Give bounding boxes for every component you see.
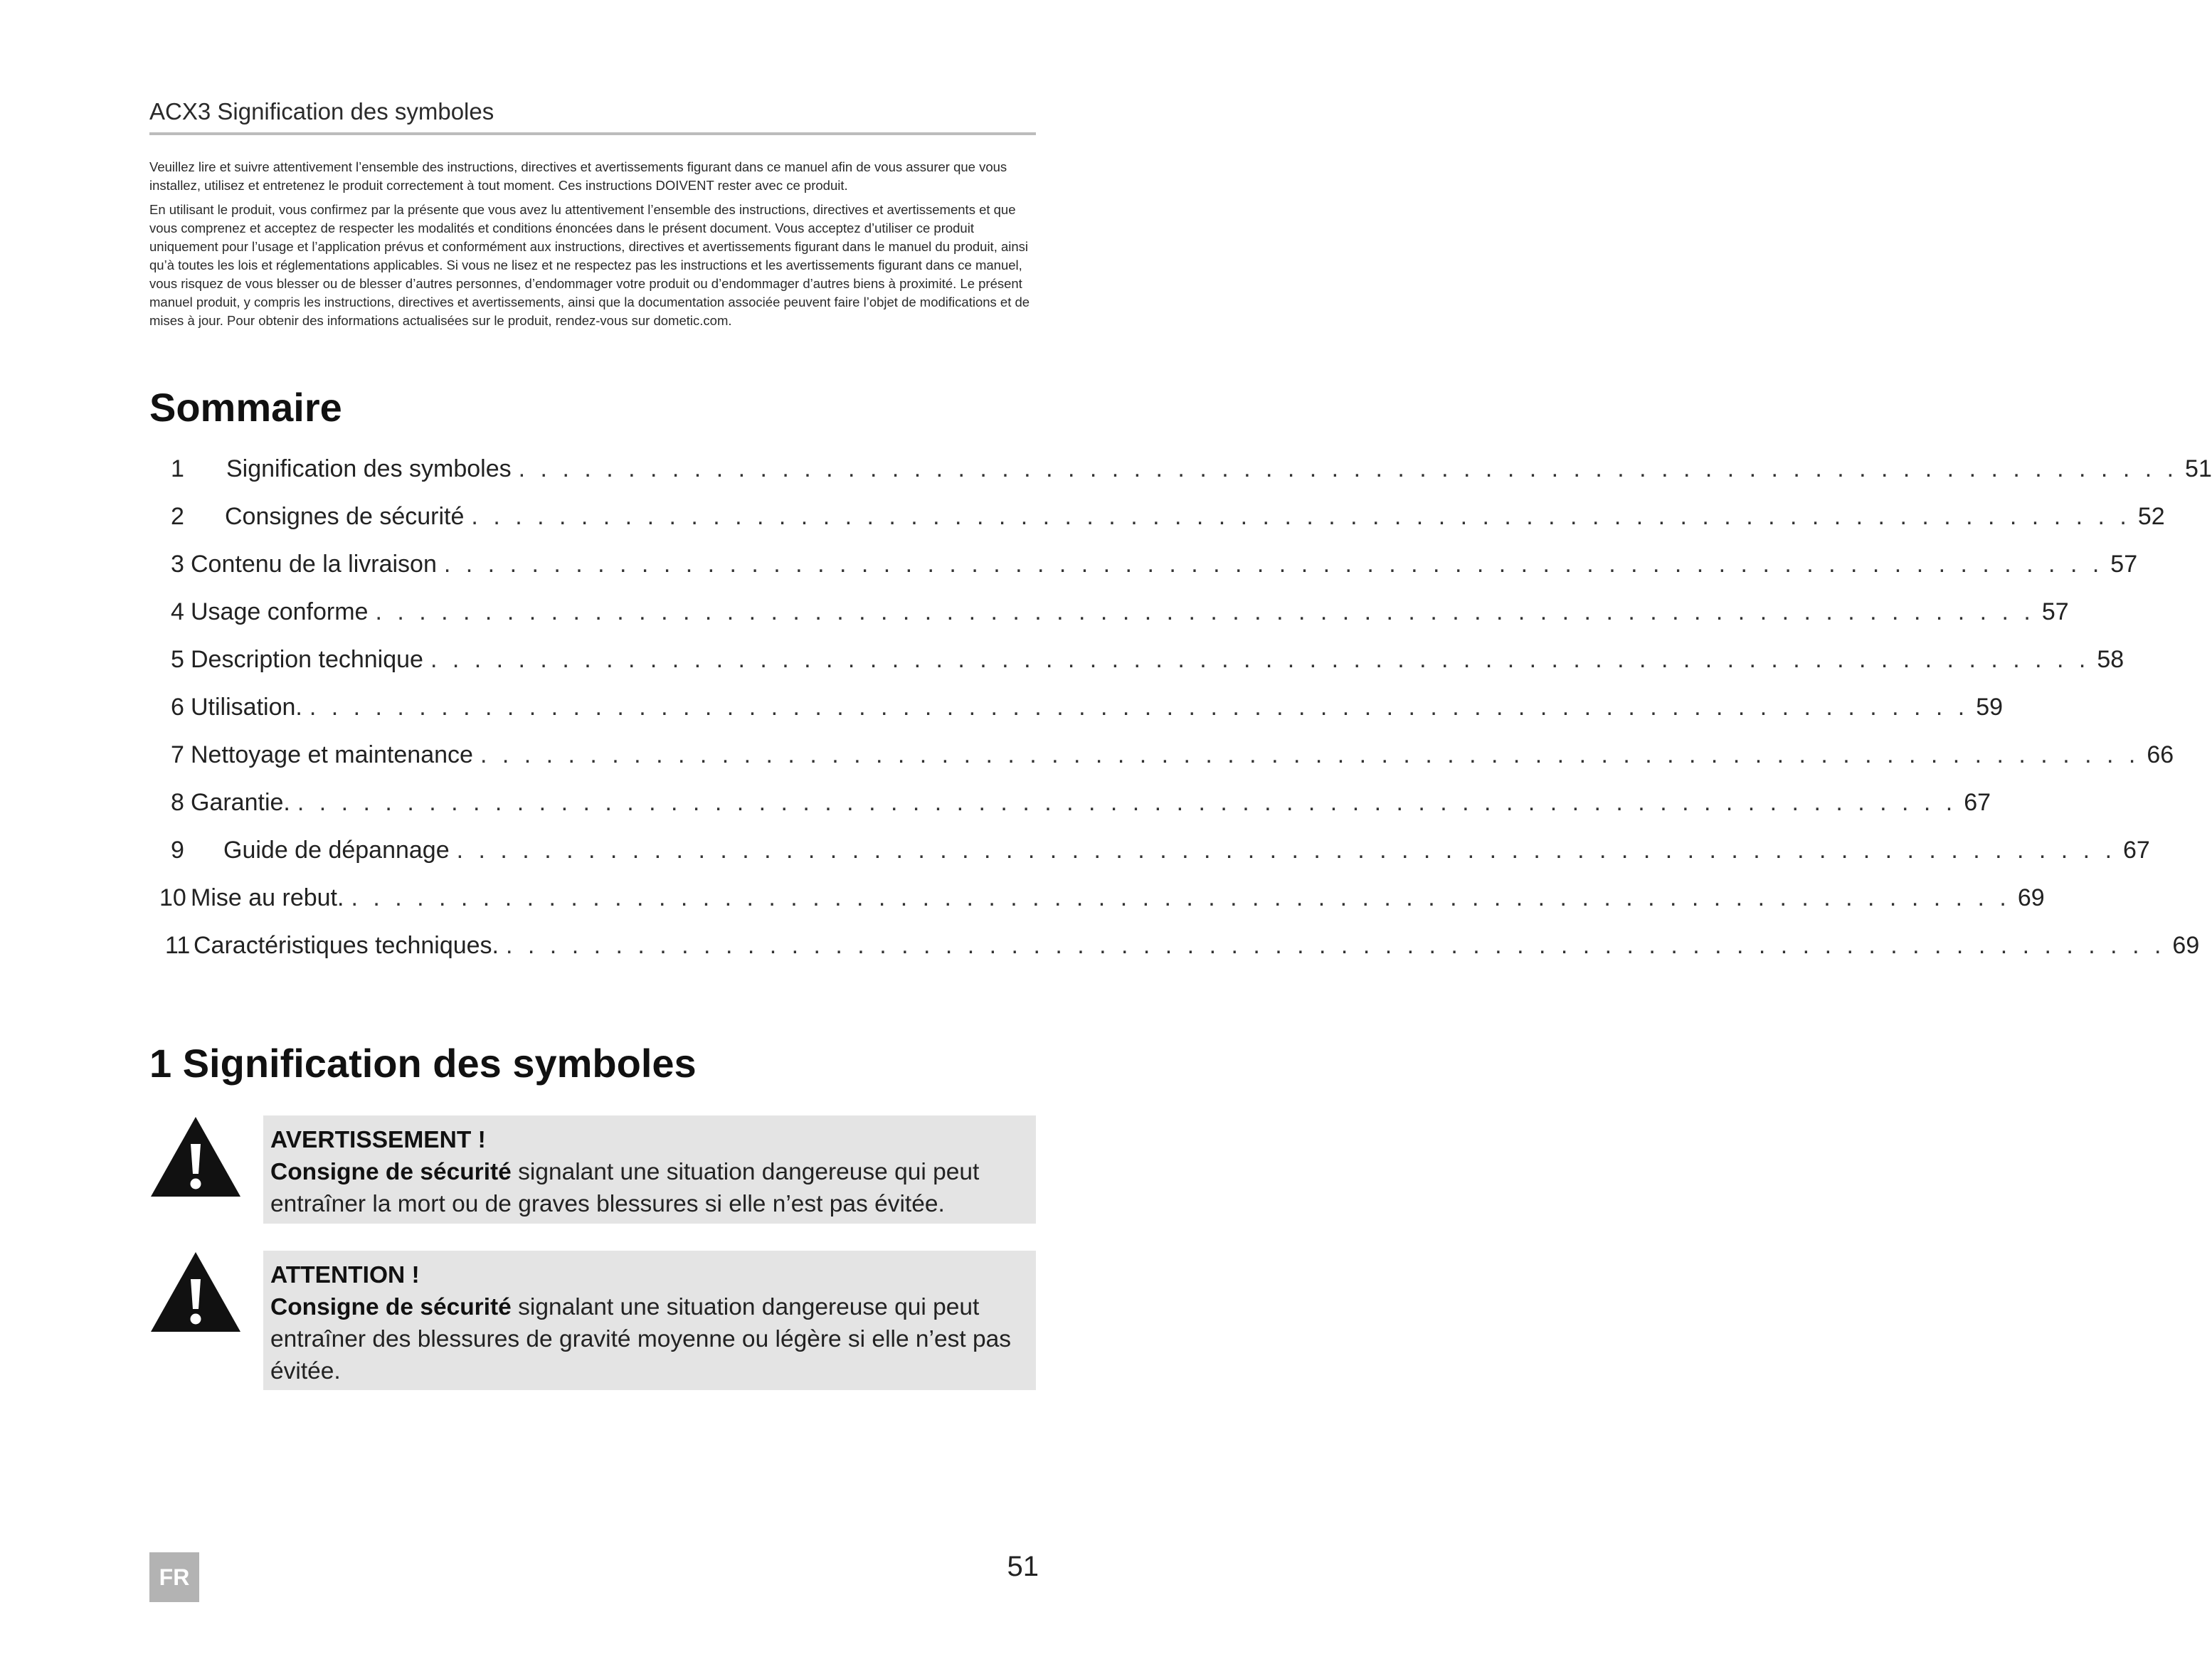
toc-item-label: Utilisation. xyxy=(191,694,302,721)
toc-item-number: 5 xyxy=(171,646,184,673)
intro-paragraph-2: En utilisant le produit, vous confirmez par la présente que vous avez lu attentivement l’ensemble des instructions, directives et avertissements et que vous comprenez et acceptez de respecter les modalités et conditions énoncées dans le présent document. Vous acceptez d’utiliser ce produit uniquement pour l’usage et l’application prévus et conformément aux instructions, directives et avertissements figurant dans le manuel du produit, ainsi qu’à toutes les lois et réglementations applicables. Si vous ne lisez et ne respectez pas les instructions et les avertissements figurant dans ce manuel, vous risquez de vous blesser ou de blesser d’autres personnes, d’endommager votre produit ou d’endommager d’autres biens à proximité. Le présent manuel produit, y compris les instructions, directives et avertissements, ainsi que la documentation associée peuvent faire l’objet de modifications et de mises à jour. Pour obtenir des informations actualisées sur le produit, rendez-vous sur dometic.com. xyxy=(149,202,1030,328)
notice-heading: AVERTISSEMENT ! xyxy=(270,1127,486,1153)
toc-item-10[interactable] xyxy=(159,884,2045,918)
toc-item-number: 2 xyxy=(171,503,184,530)
caution-notice xyxy=(263,1251,1036,1390)
toc-item-page: 57 xyxy=(2110,551,2138,578)
toc-item-label: Guide de dépannage xyxy=(223,837,450,864)
toc-item-page: 51 xyxy=(2185,455,2212,482)
toc-item-9[interactable] xyxy=(171,837,2150,871)
toc-item-number: 1 xyxy=(171,455,184,482)
toc-item-page: 69 xyxy=(2172,932,2200,959)
toc-item-label: Caractéristiques techniques. xyxy=(194,932,499,959)
warning-triangle-svg xyxy=(149,1251,242,1333)
toc-item-2[interactable] xyxy=(171,503,2165,537)
toc-item-8[interactable] xyxy=(171,789,1991,823)
exclamation-dot xyxy=(191,1179,201,1189)
toc-item-1[interactable] xyxy=(171,455,2212,489)
toc-item-leader: . . . . . . . . . . . . . . . . . . . . . . . . . . . . . . . . . . . . . . . . . . . . . . . . . . . . . . . . . . . . . . . . . . . . . . . . . . . . xyxy=(297,789,1957,816)
toc-item-page: 67 xyxy=(1964,789,1991,816)
warning-triangle-icon xyxy=(149,1251,242,1333)
exclamation-dot xyxy=(191,1314,201,1325)
toc-item-number: 9 xyxy=(171,837,184,864)
toc-item-page: 66 xyxy=(2147,741,2174,768)
toc-item-label: Mise au rebut. xyxy=(191,884,344,911)
toc-item-number: 8 xyxy=(171,789,184,816)
notice-text: signalant une situation dangereuse qui peut entraîner la mort ou de graves blessures si elle n’est pas évitée. xyxy=(270,1159,980,1217)
toc-item-label: Contenu de la livraison xyxy=(191,551,437,578)
toc-item-leader: . . . . . . . . . . . . . . . . . . . . . . . . . . . . . . . . . . . . . . . . . . . . . . . . . . . . . . . . . . . . . . . . . . . . . . . . . . . . xyxy=(456,837,2117,864)
toc-item-page: 59 xyxy=(1976,694,2004,721)
toc-item-6[interactable] xyxy=(171,694,2004,728)
notice-heading: ATTENTION ! xyxy=(270,1262,420,1288)
section-title: 1 Signification des symboles xyxy=(149,1041,697,1086)
toc-item-page: 57 xyxy=(2041,598,2069,625)
notice-strong: Consigne de sécurité xyxy=(270,1294,512,1320)
toc-item-leader: . . . . . . . . . . . . . . . . . . . . . . . . . . . . . . . . . . . . . . . . . . . . . . . . . . . . . . . . . . . . . . . . . . . . . . . . . . . . xyxy=(471,503,2131,530)
toc-item-number: 6 xyxy=(171,694,184,721)
toc-item-leader: . . . . . . . . . . . . . . . . . . . . . . . . . . . . . . . . . . . . . . . . . . . . . . . . . . . . . . . . . . . . . . . . . . . . . . . . . . . . xyxy=(480,741,2140,768)
notice-text: signalant une situation dangereuse qui peut entraîner des blessures de gravité moyenne ou légère si elle n’est pas évitée. xyxy=(270,1294,1011,1384)
toc-item-page: 69 xyxy=(2017,884,2045,911)
toc-item-number: 3 xyxy=(171,551,184,578)
language-badge: FR xyxy=(149,1552,199,1602)
toc-item-label: Consignes de sécurité xyxy=(225,503,465,530)
toc-item-page: 58 xyxy=(2097,646,2124,673)
toc-item-leader: . . . . . . . . . . . . . . . . . . . . . . . . . . . . . . . . . . . . . . . . . . . . . . . . . . . . . . . . . . . . . . . . . . . . . . . . . . . . xyxy=(375,598,2035,625)
intro-paragraph-1: Veuillez lire et suivre attentivement l’ensemble des instructions, directives et avertissements figurant dans ce manuel afin de vous assurer que vous installez, utilisez et entretenez le produit correctement à tout moment. Ces instructions DOIVENT rester avec ce produit. xyxy=(149,159,1007,193)
toc-item-leader: . . . . . . . . . . . . . . . . . . . . . . . . . . . . . . . . . . . . . . . . . . . . . . . . . . . . . . . . . . . . . . . . . . . . . . . . . . . . xyxy=(443,551,2104,578)
toc-item-label: Description technique xyxy=(191,646,423,673)
page-number: 51 xyxy=(1007,1551,1039,1582)
warning-triangle-icon xyxy=(149,1115,242,1198)
toc-item-label: Usage conforme xyxy=(191,598,369,625)
toc-item-label: Nettoyage et maintenance xyxy=(191,741,473,768)
toc-item-leader: . . . . . . . . . . . . . . . . . . . . . . . . . . . . . . . . . . . . . . . . . . . . . . . . . . . . . . . . . . . . . . . . . . . . . . . . . . . . xyxy=(309,694,1969,721)
toc-item-number: 7 xyxy=(171,741,184,768)
warning-triangle-svg xyxy=(149,1115,242,1198)
toc-item-4[interactable] xyxy=(171,598,2069,632)
toc-item-label: Garantie. xyxy=(191,789,290,816)
page-header: ACX3 Signification des symboles xyxy=(149,98,1036,135)
toc-item-leader: . . . . . . . . . . . . . . . . . . . . . . . . . . . . . . . . . . . . . . . . . . . . . . . . . . . . . . . . . . . . . . . . . . . . . . . . . . . . xyxy=(351,884,2011,911)
toc-item-label: Signification des symboles xyxy=(226,455,512,482)
toc-item-leader: . . . . . . . . . . . . . . . . . . . . . . . . . . . . . . . . . . . . . . . . . . . . . . . . . . . . . . . . . . . . . . . . . . . . . . . . . . . . xyxy=(430,646,2090,673)
toc-item-7[interactable] xyxy=(171,741,2174,775)
toc-item-number: 11 xyxy=(165,932,191,959)
warning-notice xyxy=(263,1115,1036,1224)
toc-item-number: 4 xyxy=(171,598,184,625)
toc-item-leader: . . . . . . . . . . . . . . . . . . . . . . . . . . . . . . . . . . . . . . . . . . . . . . . . . . . . . . . . . . . . . . . . . . . . . . . . . . . . xyxy=(518,455,2179,482)
toc-item-page: 52 xyxy=(2137,503,2165,530)
notice-body xyxy=(270,1156,1026,1220)
toc-item-3[interactable] xyxy=(171,551,2138,585)
notice-strong: Consigne de sécurité xyxy=(270,1159,512,1185)
notice-body xyxy=(270,1291,1026,1387)
toc-item-5[interactable] xyxy=(171,646,2124,680)
toc-title: Sommaire xyxy=(149,385,342,430)
toc-item-leader: . . . . . . . . . . . . . . . . . . . . . . . . . . . . . . . . . . . . . . . . . . . . . . . . . . . . . . . . . . . . . . . . . . . . . . . . . . . . xyxy=(506,932,2166,959)
toc-item-11[interactable] xyxy=(165,932,2200,966)
toc-item-number: 10 xyxy=(159,884,186,911)
toc-item-page: 67 xyxy=(2123,837,2150,864)
